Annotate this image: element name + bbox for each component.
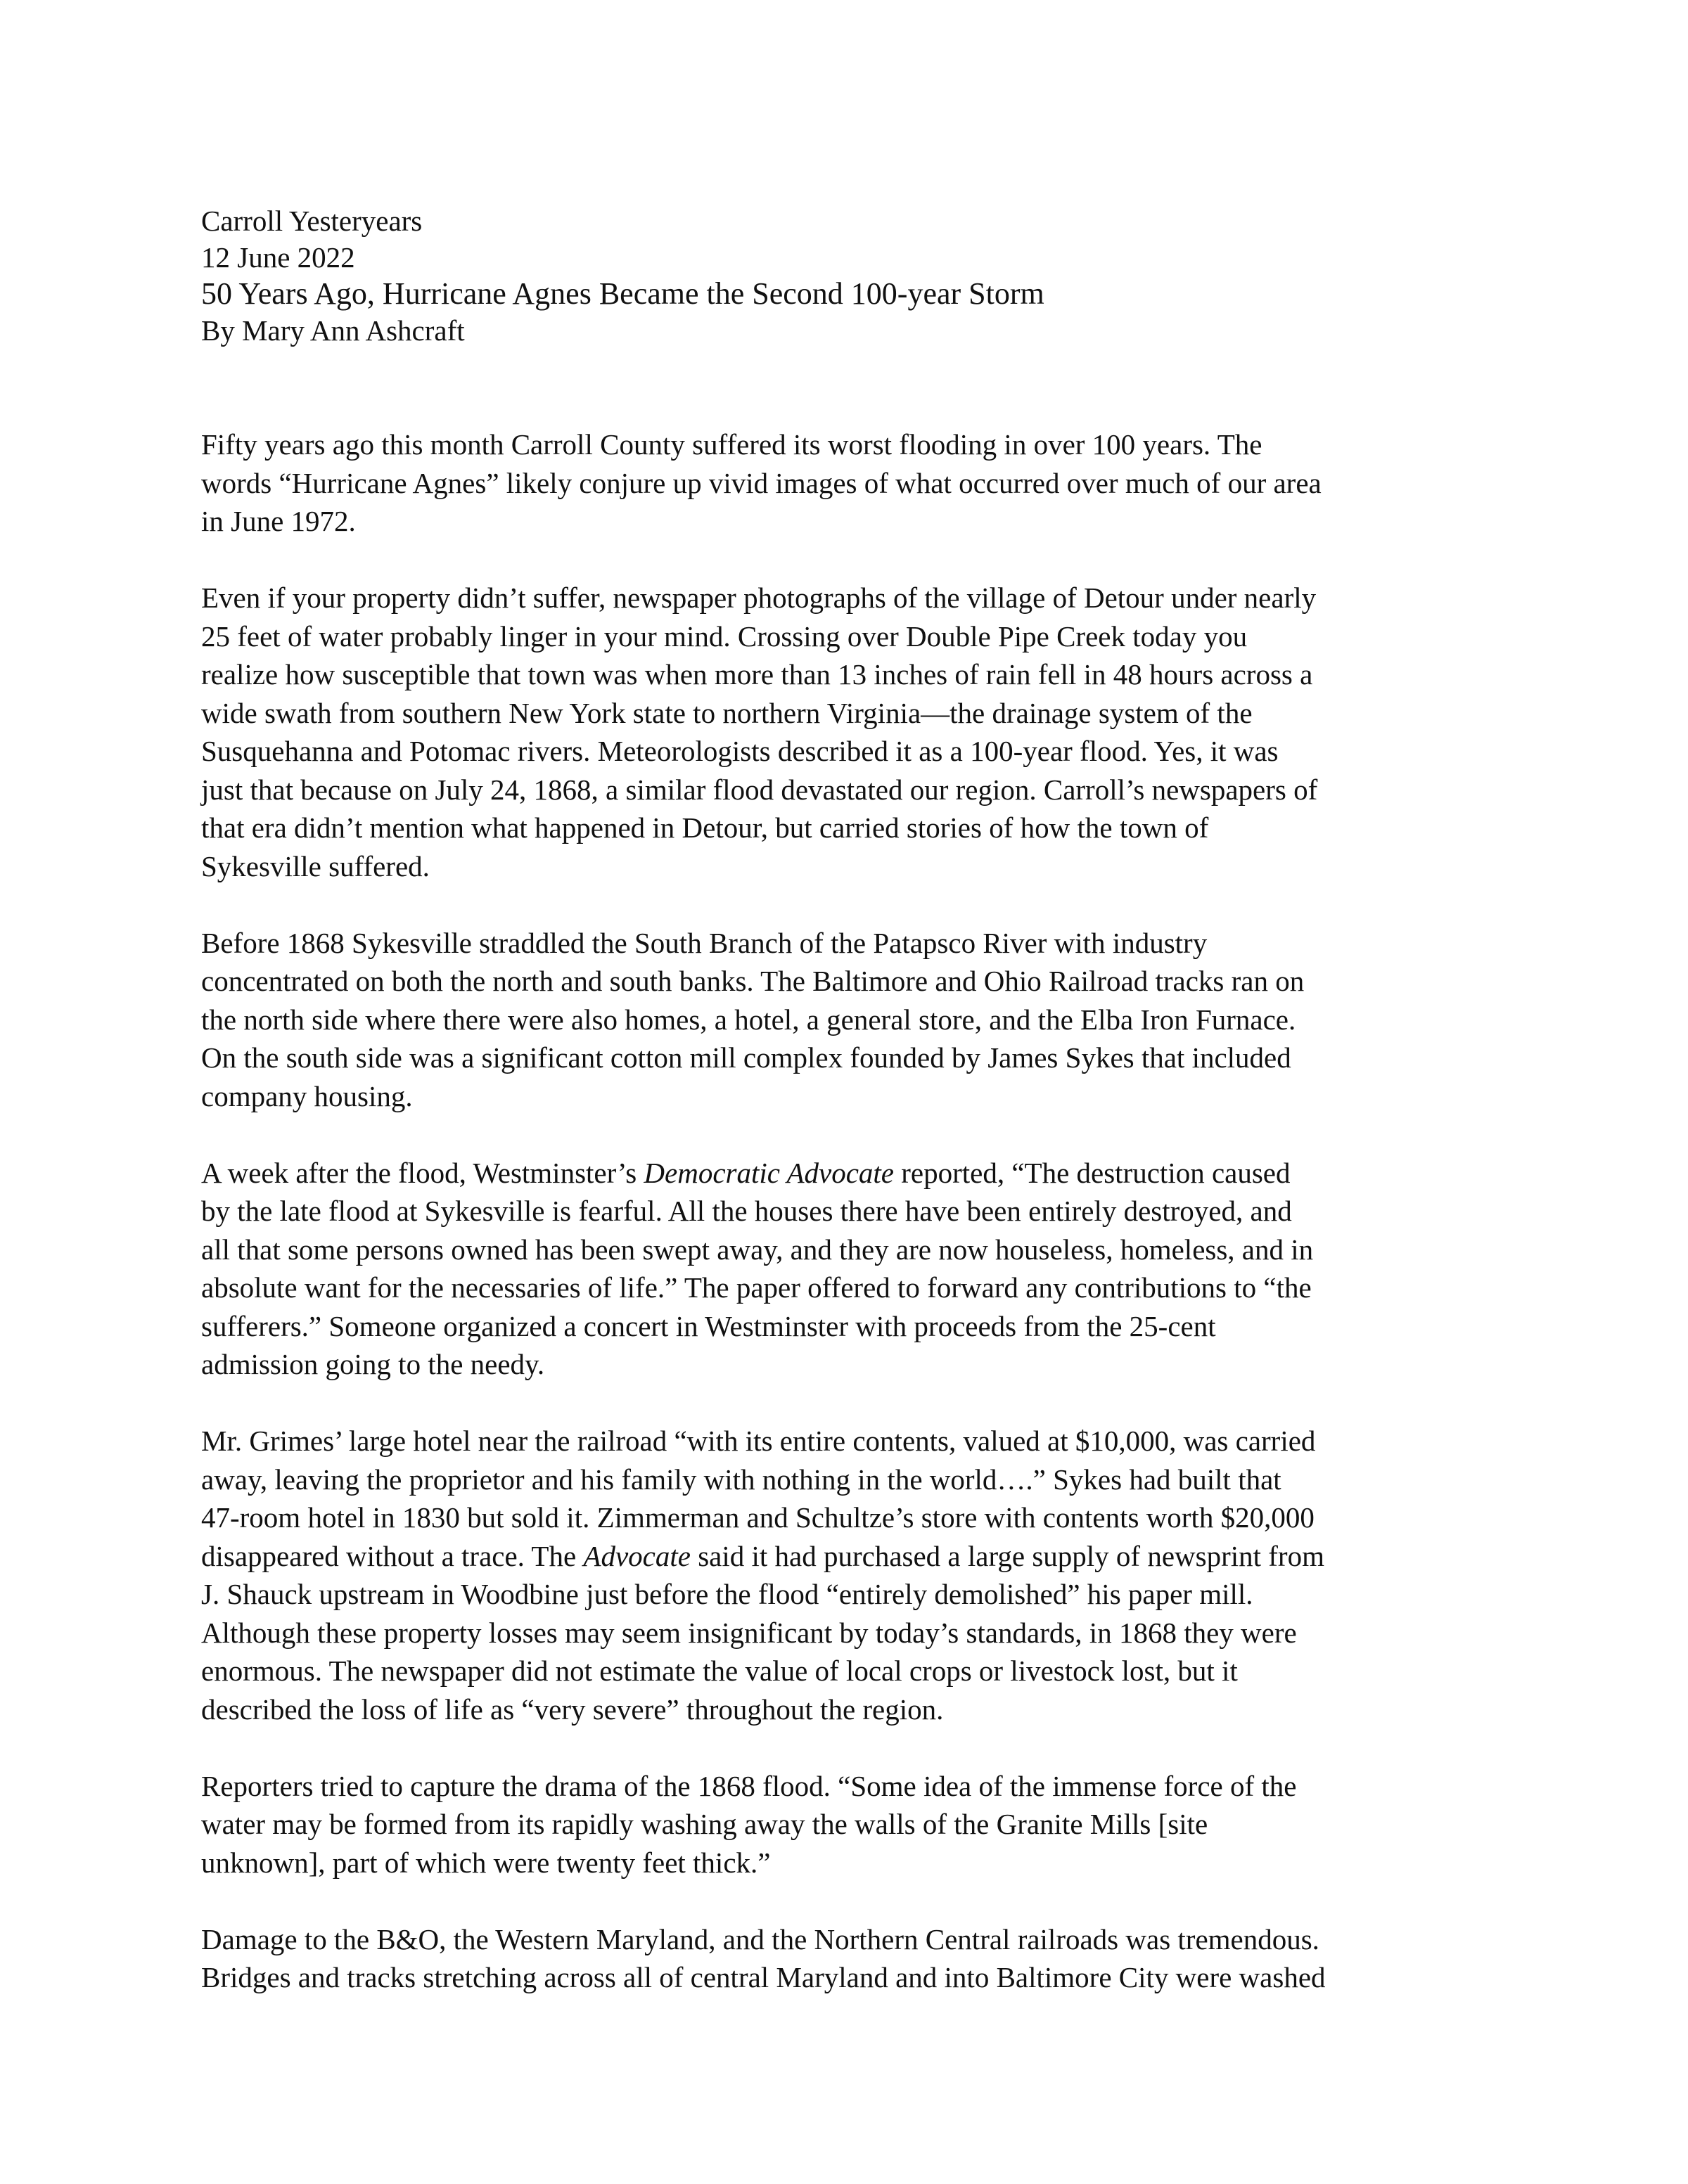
paragraph-line: enormous. The newspaper did not estimate the value of local crops or livestock lost, but it [201, 1655, 1238, 1687]
paragraph-line: wide swath from southern New York state to northern Virginia—the drainage system of the [201, 696, 1253, 729]
paragraph-gap [201, 1882, 1516, 1920]
text-run: said it had purchased a large supply of newsprint from [690, 1539, 1324, 1572]
text-run: reported, “The destruction caused [894, 1156, 1291, 1189]
paragraph-line: concentrated on both the north and south banks. The Baltimore and Ohio Railroad tracks ran on [201, 965, 1305, 997]
byline: By Mary Ann Ashcraft [201, 314, 465, 347]
paragraph-line: J. Shauck upstream in Woodbine just before the flood “entirely demolished” his paper mill. [201, 1578, 1253, 1610]
paragraph-line: unknown], part of which were twenty feet thick.” [201, 1846, 771, 1879]
paragraph-7 [201, 1920, 1516, 1997]
paragraph-line: Although these property losses may seem insignificant by today’s standards, in 1868 they were [201, 1616, 1297, 1649]
paragraph-3 [201, 924, 1516, 1116]
paragraph-1 [201, 425, 1516, 541]
paragraph-line: Mr. Grimes’ large hotel near the railroad “with its entire contents, valued at $10,000, was carried [201, 1425, 1316, 1457]
article-header [201, 203, 1516, 349]
paragraph-line: company housing. [201, 1079, 413, 1112]
paragraph-line: Bridges and tracks stretching across all of central Maryland and into Baltimore City were washed [201, 1961, 1326, 1993]
paragraph-line: that era didn’t mention what happened in Detour, but carried stories of how the town of [201, 811, 1209, 844]
paragraph-line: On the south side was a significant cotton mill complex founded by James Sykes that included [201, 1041, 1291, 1074]
paragraph-line: Reporters tried to capture the drama of the 1868 flood. “Some idea of the immense force of the [201, 1769, 1297, 1802]
paragraph-line: absolute want for the necessaries of life.” The paper offered to forward any contributions to “the [201, 1271, 1312, 1304]
publication-date: 12 June 2022 [201, 241, 355, 274]
paragraph-5 [201, 1422, 1516, 1728]
paragraph-line: Even if your property didn’t suffer, newspaper photographs of the village of Detour under nearly [201, 582, 1317, 614]
paragraph-line: Fifty years ago this month Carroll County suffered its worst flooding in over 100 years. The [201, 428, 1262, 461]
paragraph-line: Before 1868 Sykesville straddled the South Branch of the Patapsco River with industry [201, 926, 1208, 959]
paragraph-line: 47-room hotel in 1830 but sold it. Zimmerman and Schultze’s store with contents worth $20,000 [201, 1501, 1315, 1534]
paragraph-line: 25 feet of water probably linger in your mind. Crossing over Double Pipe Creek today you [201, 619, 1248, 653]
paragraph-gap [201, 541, 1516, 579]
paragraph-line: Sykesville suffered. [201, 849, 430, 882]
paragraph-line: Damage to the B&O, the Western Maryland, and the Northern Central railroads was tremendous. [201, 1922, 1319, 1955]
newspaper-title: Advocate [583, 1539, 691, 1572]
paragraph-line: sufferers.” Someone organized a concert in Westminster with proceeds from the 25-cent [201, 1309, 1216, 1342]
paragraph-gap [201, 1384, 1516, 1422]
paragraph-line [201, 1154, 1516, 1193]
paragraph-4 [201, 1154, 1516, 1384]
paragraph-line: just that because on July 24, 1868, a similar flood devastated our region. Carroll’s newspapers of [201, 773, 1318, 806]
paragraph-line: in June 1972. [201, 505, 356, 537]
text-run: disappeared without a trace. The [201, 1539, 584, 1572]
paragraph-6 [201, 1767, 1516, 1882]
paragraph-line: away, leaving the proprietor and his family with nothing in the world….” Sykes had built that [201, 1463, 1281, 1496]
paragraph-gap [201, 885, 1516, 924]
paragraph-line: realize how susceptible that town was when more than 13 inches of rain fell in 48 hours across a [201, 658, 1313, 690]
newspaper-title: Democratic Advocate [644, 1156, 894, 1189]
paragraph-line [201, 1537, 1516, 1576]
paragraph-line: described the loss of life as “very severe” throughout the region. [201, 1692, 944, 1726]
paragraph-gap [201, 1728, 1516, 1767]
paragraph-line: words “Hurricane Agnes” likely conjure up vivid images of what occurred over much of our area [201, 466, 1322, 499]
paragraph-line: all that some persons owned has been swept away, and they are now houseless, homeless, and in [201, 1233, 1314, 1266]
article-headline: 50 Years Ago, Hurricane Agnes Became the Second 100-year Storm [201, 276, 1044, 311]
paragraph-2 [201, 579, 1516, 885]
paragraph-line: the north side where there were also homes, a hotel, a general store, and the Elba Iron Furnace. [201, 1003, 1296, 1036]
paragraph-gap [201, 1115, 1516, 1154]
article-body [201, 425, 1516, 1997]
paragraph-line: by the late flood at Sykesville is fearful. All the houses there have been entirely destroyed, and [201, 1195, 1292, 1227]
paragraph-line: admission going to the needy. [201, 1348, 545, 1380]
column-name: Carroll Yesteryears [201, 205, 423, 237]
paragraph-line: Susquehanna and Potomac rivers. Meteorologists described it as a 100-year flood. Yes, it was [201, 735, 1279, 767]
text-run: A week after the flood, Westminster’s [201, 1156, 644, 1189]
paragraph-line: water may be formed from its rapidly washing away the walls of the Granite Mills [site [201, 1808, 1208, 1840]
